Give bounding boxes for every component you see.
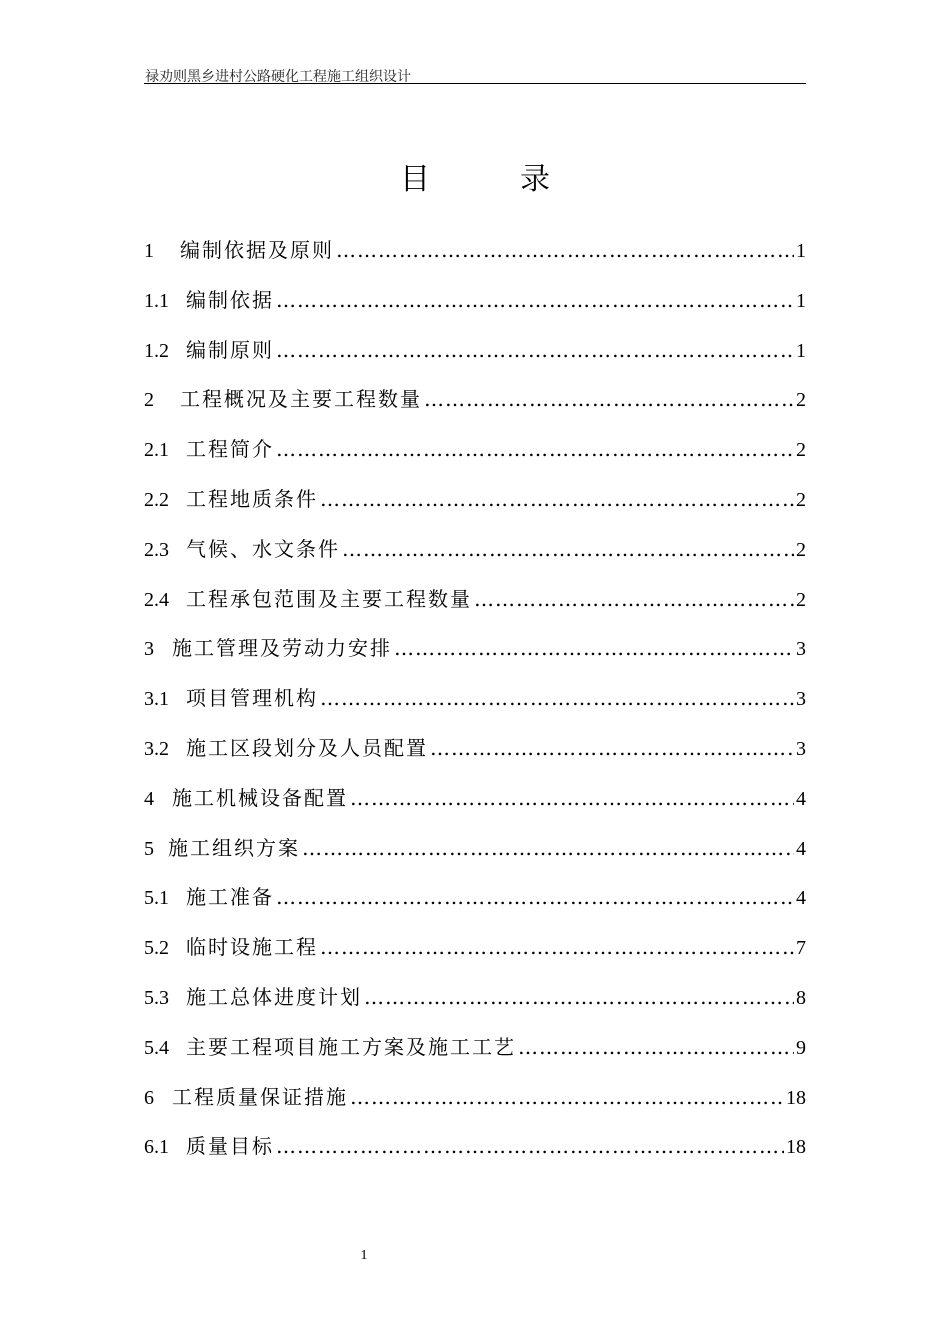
toc-entry[interactable]	[144, 282, 806, 332]
toc-entry-page: 3	[796, 688, 806, 711]
toc-entry-page: 4	[796, 787, 806, 810]
toc-entry-label: 编制原则	[186, 337, 274, 362]
toc-entry[interactable]	[144, 581, 806, 631]
toc-entry-page: 1	[796, 339, 806, 362]
toc-leader-dots	[276, 879, 794, 915]
toc-entry-page: 2	[796, 439, 806, 462]
toc-entry-label: 编制依据	[186, 287, 274, 312]
toc-entry[interactable]	[144, 979, 806, 1029]
toc-leader-dots	[364, 979, 794, 1015]
toc-leader-dots	[320, 929, 794, 965]
toc-entry-label: 工程质量保证措施	[172, 1084, 348, 1109]
toc-entry-number: 5.3	[144, 986, 169, 1009]
toc-entry-number: 5.1	[144, 887, 169, 910]
toc-entry-label: 施工组织方案	[168, 835, 300, 860]
toc-entry[interactable]	[144, 630, 806, 680]
toc-title-char: 录	[520, 162, 640, 197]
toc-entry-number: 5	[144, 837, 154, 860]
header-divider	[144, 83, 806, 84]
toc-entry[interactable]	[144, 780, 806, 830]
toc-entry[interactable]	[144, 531, 806, 581]
toc-leader-dots	[276, 282, 794, 318]
toc-entry-label: 主要工程项目施工方案及施工工艺	[186, 1034, 516, 1059]
toc-leader-dots	[350, 1079, 784, 1115]
toc-entry-page: 18	[786, 1136, 806, 1159]
toc-entry[interactable]	[144, 879, 806, 929]
toc-leader-dots	[474, 581, 794, 617]
toc-entry-number: 5.2	[144, 937, 169, 960]
toc-leader-dots	[424, 381, 794, 417]
toc-entry-page: 4	[796, 837, 806, 860]
toc-entry-page: 2	[796, 488, 806, 511]
toc-leader-dots	[276, 332, 794, 368]
toc-entry[interactable]	[144, 1128, 806, 1178]
toc-title	[0, 154, 950, 198]
toc-entry-label: 临时设施工程	[186, 935, 318, 960]
toc-entry-page: 8	[796, 986, 806, 1009]
toc-entry-number: 4	[144, 787, 154, 810]
toc-entry[interactable]	[144, 830, 806, 880]
toc-leader-dots	[320, 481, 794, 517]
toc-entry-number: 2.3	[144, 538, 169, 561]
toc-entry-page: 1	[796, 289, 806, 312]
toc-entry-label: 施工管理及劳动力安排	[172, 636, 392, 661]
table-of-contents	[144, 232, 806, 1178]
toc-leader-dots	[394, 630, 794, 666]
toc-entry-page: 3	[796, 737, 806, 760]
toc-entry-label: 施工区段划分及人员配置	[186, 735, 428, 760]
toc-entry-number: 5.4	[144, 1036, 169, 1059]
toc-entry-page: 2	[796, 389, 806, 412]
toc-entry-label: 施工机械设备配置	[172, 785, 348, 810]
toc-entry[interactable]	[144, 680, 806, 730]
toc-entry-number: 2.4	[144, 588, 169, 611]
toc-entry[interactable]	[144, 1029, 806, 1079]
toc-entry-label: 工程概况及主要工程数量	[180, 387, 422, 412]
toc-leader-dots	[276, 431, 794, 467]
toc-entry-label: 气候、水文条件	[186, 536, 340, 561]
toc-entry-label: 施工准备	[186, 885, 274, 910]
running-header: 禄劝则黑乡进村公路硬化工程施工组织设计	[145, 69, 411, 85]
toc-entry-label: 质量目标	[186, 1134, 274, 1159]
toc-entry-label: 工程承包范围及主要工程数量	[186, 586, 472, 611]
toc-entry[interactable]	[144, 730, 806, 780]
toc-entry-page: 18	[786, 1086, 806, 1109]
toc-entry-page: 7	[796, 937, 806, 960]
toc-entry-number: 2.2	[144, 488, 169, 511]
toc-entry-label: 项目管理机构	[186, 686, 318, 711]
toc-entry-number: 6	[144, 1086, 154, 1109]
toc-entry[interactable]	[144, 1079, 806, 1129]
toc-entry[interactable]	[144, 381, 806, 431]
toc-entry-number: 1.2	[144, 339, 169, 362]
page-number: 1	[360, 1248, 368, 1263]
toc-entry[interactable]	[144, 481, 806, 531]
toc-leader-dots	[350, 780, 794, 816]
toc-entry-number: 2.1	[144, 439, 169, 462]
toc-entry[interactable]	[144, 232, 806, 282]
toc-leader-dots	[276, 1128, 784, 1164]
toc-entry[interactable]	[144, 929, 806, 979]
toc-entry-label: 工程简介	[186, 437, 274, 462]
toc-entry-number: 3.1	[144, 688, 169, 711]
toc-leader-dots	[430, 730, 794, 766]
toc-entry-label: 施工总体进度计划	[186, 984, 362, 1009]
toc-title-char: 目	[400, 162, 520, 197]
toc-entry-page: 2	[796, 538, 806, 561]
toc-entry-number: 6.1	[144, 1136, 169, 1159]
toc-entry[interactable]	[144, 431, 806, 481]
toc-entry-page: 4	[796, 887, 806, 910]
toc-entry-label: 工程地质条件	[186, 486, 318, 511]
toc-entry-number: 1	[144, 240, 154, 262]
toc-entry-number: 1.1	[144, 289, 169, 312]
toc-entry-page: 2	[796, 588, 806, 611]
toc-leader-dots	[336, 232, 794, 268]
toc-leader-dots	[518, 1029, 794, 1065]
toc-entry-number: 2	[144, 389, 154, 412]
toc-entry-page: 3	[796, 638, 806, 661]
toc-leader-dots	[342, 531, 794, 567]
toc-leader-dots	[320, 680, 794, 716]
toc-entry[interactable]	[144, 332, 806, 382]
toc-entry-number: 3	[144, 638, 154, 661]
toc-entry-page: 9	[796, 1036, 806, 1059]
toc-leader-dots	[302, 830, 794, 866]
toc-entry-label: 编制依据及原则	[180, 238, 334, 262]
toc-entry-number: 3.2	[144, 737, 169, 760]
toc-entry-page: 1	[796, 240, 806, 262]
